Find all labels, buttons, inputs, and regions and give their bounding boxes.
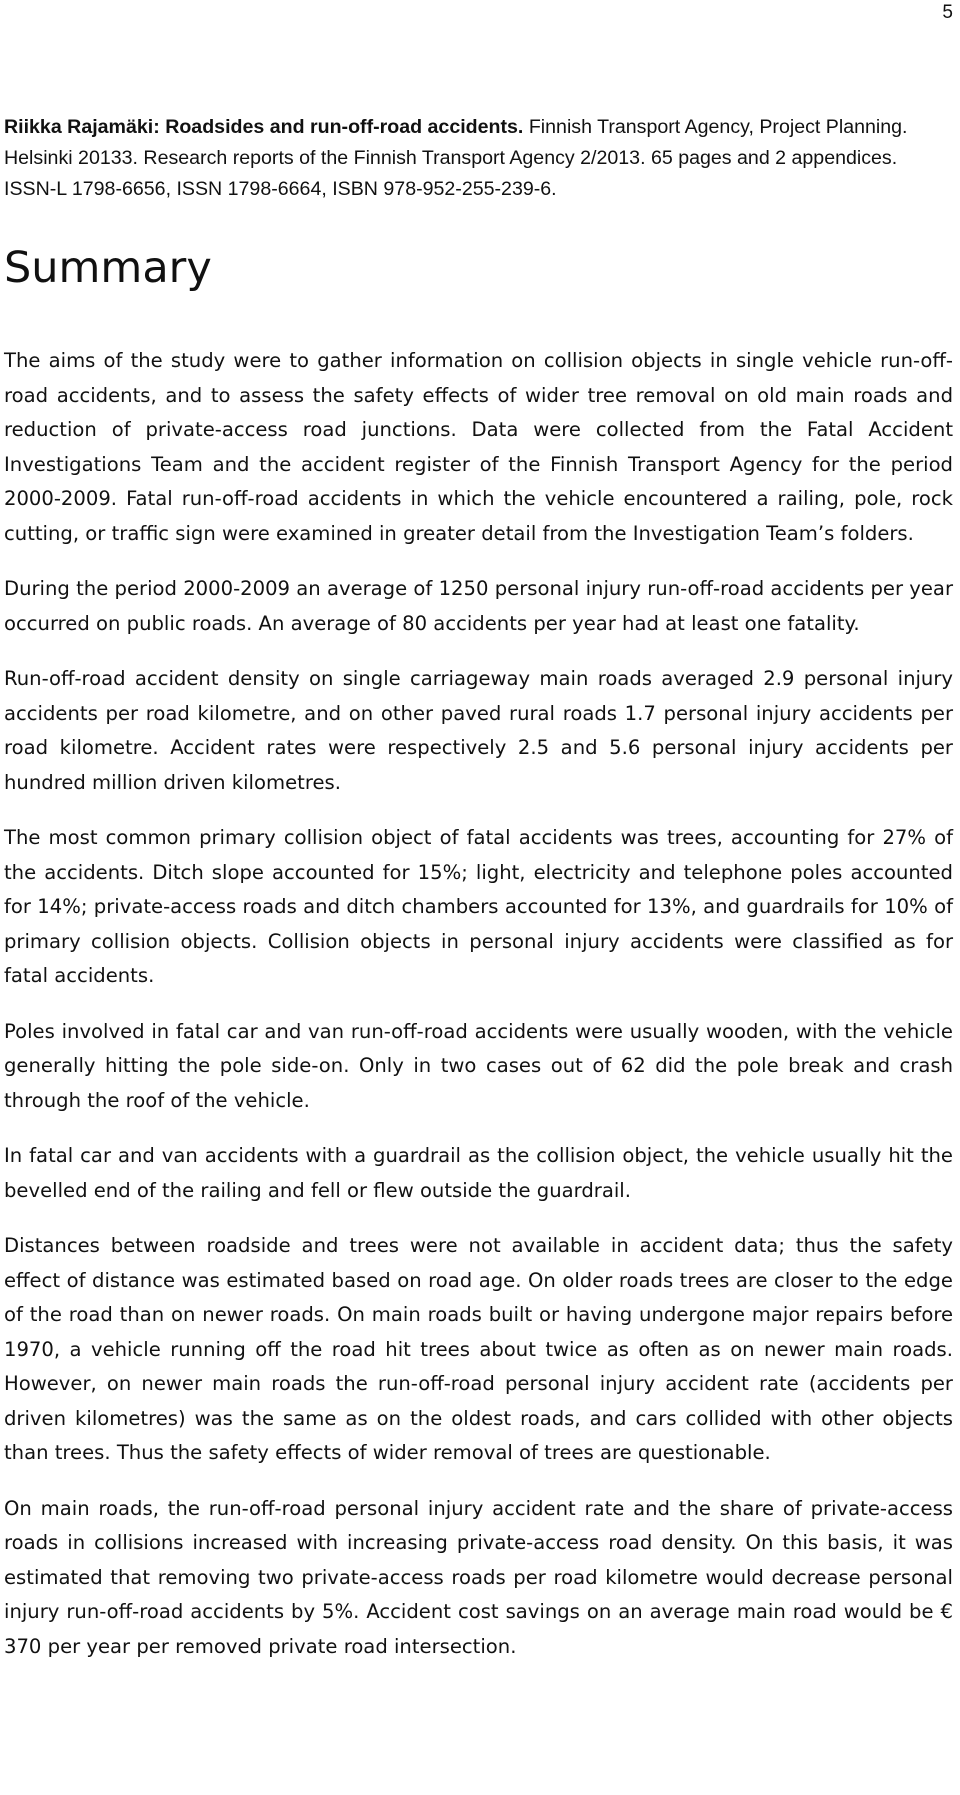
summary-paragraph-private-access: On main roads, the run-off-road personal injury accident rate and the share of private-access roads in collisions increased with increasing private-access road density. On this basis, it was estimated that removing two private-access roads per road kilometre would decrease personal injury run-off-road accidents by 5%. Accident cost savings on an average main road would be € 370 per year per removed private road intersection.	[4, 1496, 953, 1658]
summary-paragraph-aims: The aims of the study were to gather information on collision objects in single vehicle run-off-road accidents, and to assess the safety effects of wider tree removal on old main roads and reduction of private-access road junctions. Data were collected from the Fatal Accident Investigations Team and the accident register of the Finnish Transport Agency for the period 2000-2009. Fatal run-off-road accidents in which the vehicle encountered a railing, pole, rock cutting, or traffic sign were examined in greater detail from the Investigation Team’s folders.	[4, 349, 953, 545]
summary-paragraph-trees: Distances between roadside and trees were not available in accident data; thus the safety effect of distance was estimated based on road age. On older roads trees are closer to the edge of the road than on newer roads. On main roads built or having undergone major repairs before 1970, a vehicle running off the road hit trees about twice as often as on newer main roads. However, on newer main roads the run-off-road personal injury accident rate (accidents per driven kilometres) was the same as on the oldest roads, and cars collided with other objects than trees. Thus the safety effects of wider removal of trees are questionable.	[4, 1234, 953, 1464]
summary-heading: Summary	[4, 243, 212, 293]
summary-paragraph-collision-objects: The most common primary collision object of fatal accidents was trees, accounting for 27% of the accidents. Ditch slope accounted for 15%; light, electricity and telephone poles accounted for 14%; private-access roads and ditch chambers accounted for 13%, and guardrails for 10% of primary collision objects. Collision objects in personal injury accidents were classified as for fatal accidents.	[4, 826, 953, 987]
summary-body	[4, 344, 953, 1664]
summary-paragraph-guardrails: In fatal car and van accidents with a guardrail as the collision object, the vehicle usually hit the bevelled end of the railing and fell or flew outside the guardrail.	[4, 1144, 953, 1202]
bibliographic-citation	[4, 112, 953, 205]
summary-paragraph-averages: During the period 2000-2009 an average of 1250 personal injury run-off-road accidents per year occurred on public roads. An average of 80 accidents per year had at least one fatality.	[4, 577, 953, 635]
citation-details: Finnish Transport Agency, Project Planning. Helsinki 20133. Research reports of the Finnish Transport Agency 2/2013. 65 pages and 2 appendices. ISSN-L 1798-6656, ISSN 1798-6664, ISBN 978-952-255-239-6.	[4, 116, 908, 200]
page-number: 5	[942, 2, 953, 23]
citation-author-title: Riikka Rajamäki: Roadsides and run-off-road accidents.	[4, 116, 524, 138]
summary-paragraph-poles: Poles involved in fatal car and van run-off-road accidents were usually wooden, with the vehicle generally hitting the pole side-on. Only in two cases out of 62 did the pole break and crash through the roof of the vehicle.	[4, 1019, 953, 1112]
summary-paragraph-density: Run-off-road accident density on single carriageway main roads averaged 2.9 personal injury accidents per road kilometre, and on other paved rural roads 1.7 personal injury accidents per road kilometre. Accident rates were respectively 2.5 and 5.6 personal injury accidents per hundred million driven kilometres.	[4, 667, 953, 794]
